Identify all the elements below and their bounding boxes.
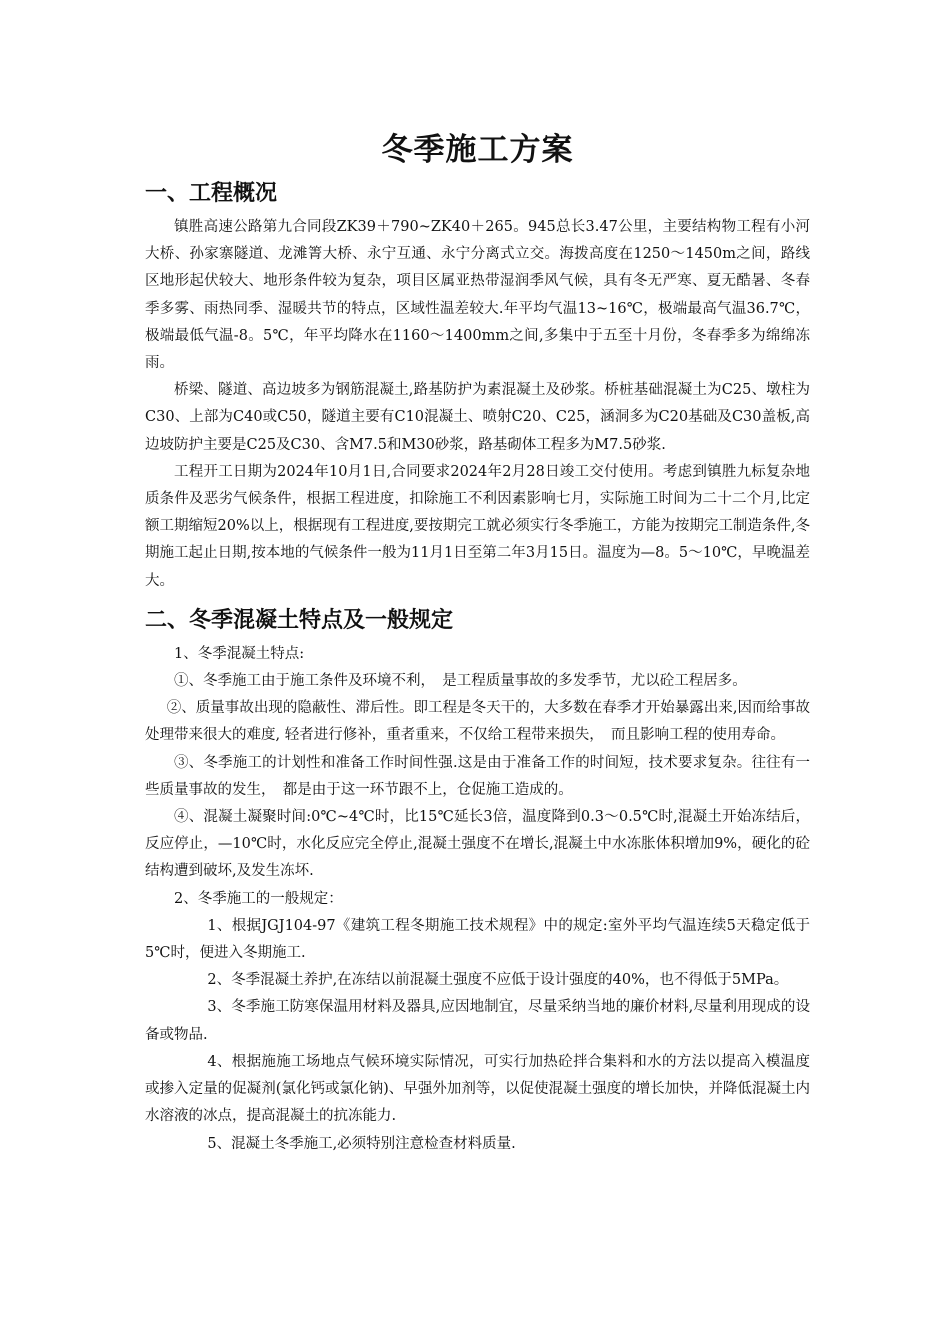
rule-item: 3、冬季施工防寒保温用材料及器具,应因地制宜，尽量采纳当地的廉价材料,尽量利用现成的设备或物品. <box>145 999 810 1043</box>
subsection-heading-features: 1、冬季混凝土特点: <box>174 645 305 662</box>
feature-item: ①、冬季施工由于施工条件及环境不利， 是工程质量事故的多发季节，尤以砼工程居多。 <box>174 673 747 690</box>
rule-item: 1、根据JGJ104-97《建筑工程冬期施工技术规程》中的规定:室外平均气温连续5天稳定低于5℃时，便进入冬期施工. <box>145 917 810 962</box>
overview-paragraph: 桥梁、隧道、高边坡多为钢筋混凝土,路基防护为素混凝土及砂浆。桥桩基础混凝土为C25、墩柱为C30、上部为C40或C50，隧道主要有C10混凝土、喷射C20、C25，涵洞多为C20基础及C30盖板,高边坡防护主要是C25及C30、含M7.5和M30砂浆，路基砌体工程多为M7.5砂浆. <box>145 382 810 453</box>
overview-paragraph: 工程开工日期为2024年10月1日,合同要求2024年2月28日竣工交付使用。考虑到镇胜九标复杂地质条件及恶劣气候条件，根据工程进度，扣除施工不利因素影响七月，实际施工时间为二十二个月,比定额工期缩短20%以上，根据现有工程进度,要按期完工就必须实行冬季施工，方能为按期完工制造条件,冬期施工起止日期,按本地的气候条件一般为11月1日至第二年3月15日。温度为—8。5～10℃，早晚温差大。 <box>145 463 810 589</box>
document-title: 冬季施工方案 <box>381 132 574 168</box>
feature-item: ③、冬季施工的计划性和准备工作时间性强.这是由于准备工作的时间短，技术要求复杂。往往有一些质量事故的发生， 都是由于这一环节跟不上，仓促施工造成的。 <box>145 754 810 798</box>
overview-paragraph: 镇胜高速公路第九合同段ZK39＋790~ZK40＋265。945总长3.47公里，主要结构物工程有小河大桥、孙家寨隧道、龙滩箐大桥、永宁互通、永宁分离式立交。海拨高度在1250～1450m之间，路线区地形起伏较大、地形条件较为复杂，项目区属亚热带湿润季风气候，具有冬无严寒、夏无酷暑、冬春季多雾、雨热同季、湿暖共节的特点，区域性温差较大.年平均气温13~16℃，极端最高气温36.7℃，极端最低气温-8。5℃，年平均降水在1160～1400mm之间,多集中于五至十月份，冬春季多为绵绵冻雨。 <box>145 219 810 372</box>
section-heading-winter-concrete: 二、冬季混凝土特点及一般规定 <box>145 607 454 633</box>
section-heading-overview: 一、工程概况 <box>145 181 278 206</box>
rule-item: 4、根据施施工场地点气候环境实际情况，可实行加热砼拌合集料和水的方法以提高入模温度或掺入定量的促凝剂(氯化钙或氯化钠)、早强外加剂等，以促使混凝土强度的增长加快，并降低混凝土内水溶液的冰点，提高混凝土的抗冻能力. <box>145 1053 810 1125</box>
rule-item: 2、冬季混凝土养护,在冻结以前混凝土强度不应低于设计强度的40%，也不得低于5MPa。 <box>207 972 789 989</box>
document-body <box>145 128 810 1158</box>
subsection-heading-rules: 2、冬季施工的一般规定： <box>174 890 343 907</box>
feature-item: ②、质量事故出现的隐蔽性、滞后性。即工程是冬天干的，大多数在春季才开始暴露出来,因而给事故处理带来很大的难度, 轻者进行修补，重者重来，不仅给工程带来损失， 而且影响工程的使用寿命。 <box>145 700 810 744</box>
feature-item: ④、混凝土凝聚时间:0℃~4℃时，比15℃延长3倍，温度降到0.3～0.5℃时,混凝土开始冻结后，反应停止，—10℃时，水化反应完全停止,混凝土强度不在增长,混凝土中水冻胀体积增加9%，硬化的砼结构遭到破坏,及发生冻坏. <box>145 809 810 880</box>
rule-item: 5、混凝土冬季施工,必须特别注意检查材料质量. <box>207 1135 516 1152</box>
